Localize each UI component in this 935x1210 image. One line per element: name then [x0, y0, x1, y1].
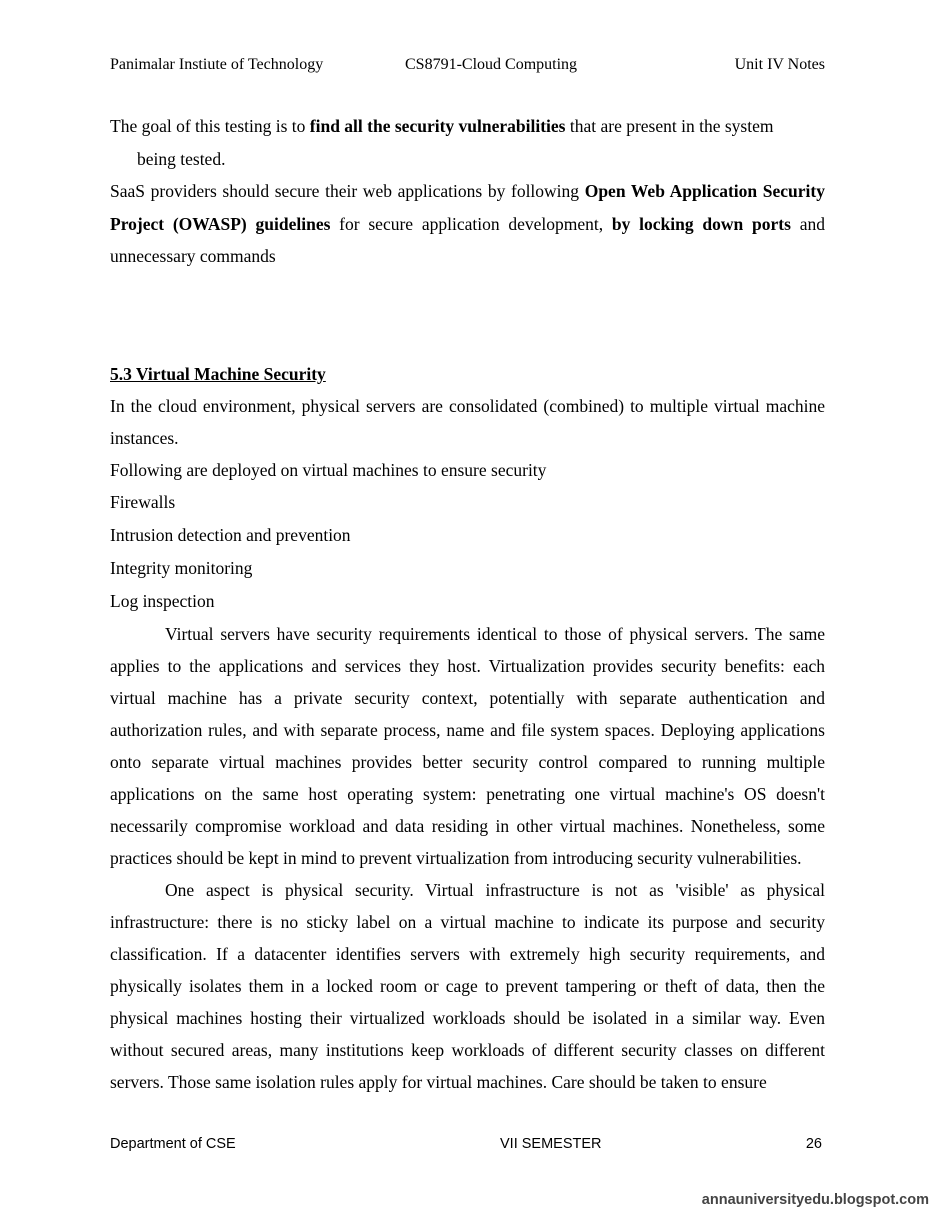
- section-lead: Following are deployed on virtual machines to ensure security: [110, 460, 547, 480]
- list-item: Firewalls: [110, 492, 176, 512]
- footer-semester: VII SEMESTER: [500, 1136, 602, 1152]
- list-item: Integrity monitoring: [110, 558, 253, 578]
- paragraph-virtual-servers: Virtual servers have security requirements identical to those of physical servers. The same applies to the applications and services they host. Virtualization provides security benefits: each virtual machine has a private security context, potentially with separate authentication and authorization rules, and with separate process, name and file system spaces. Deploying applications onto separate virtual machines provides better security control compared to running multiple applications on the same host operating system: penetrating one virtual machine's OS doesn't necessarily compromise workload and data residing in other virtual machines. Nonetheless, some practices should be kept in mind to prevent virtualization from introducing security vulnerabilities.: [110, 624, 825, 868]
- footer-department: Department of CSE: [110, 1136, 236, 1152]
- bullet-saas: SaaS providers should secure their web applications by following Open Web Application Security Project (OWASP) guidelines for secure application development, by locking down ports and unnecessary commands: [110, 181, 825, 266]
- section-title: 5.3 Virtual Machine Security: [110, 364, 326, 384]
- header-course: CS8791-Cloud Computing: [405, 56, 578, 73]
- page-header: [110, 56, 825, 76]
- header-institute: Panimalar Instiute of Technology: [110, 56, 324, 73]
- bullet-goal: The goal of this testing is to find all the security vulnerabilities that are present in the system: [110, 116, 774, 136]
- list-item: Intrusion detection and prevention: [110, 525, 351, 545]
- header-unit: Unit IV Notes: [734, 56, 825, 73]
- watermark: annauniversityedu.blogspot.com: [701, 1192, 929, 1208]
- footer-page-number: 26: [805, 1136, 822, 1152]
- section-intro: In the cloud environment, physical servers are consolidated (combined) to multiple virtual machine instances.: [110, 396, 825, 448]
- list-item: Log inspection: [110, 591, 215, 611]
- page-content: [110, 110, 825, 1098]
- paragraph-physical-security: One aspect is physical security. Virtual infrastructure is not as 'visible' as physical infrastructure: there is no sticky label on a virtual machine to indicate its purpose and security classification. If a datacenter identifies servers with extremely high security requirements, and physically isolates them in a locked room or cage to prevent tampering or theft of data, then the physical machines hosting their virtualized workloads should be isolated in a similar way. Even without secured areas, many institutions keep workloads of different security classes on different servers. Those same isolation rules apply for virtual machines. Care should be taken to ensure: [110, 880, 825, 1092]
- page-footer: [110, 1136, 822, 1156]
- bullet-goal-continuation: being tested.: [137, 149, 226, 169]
